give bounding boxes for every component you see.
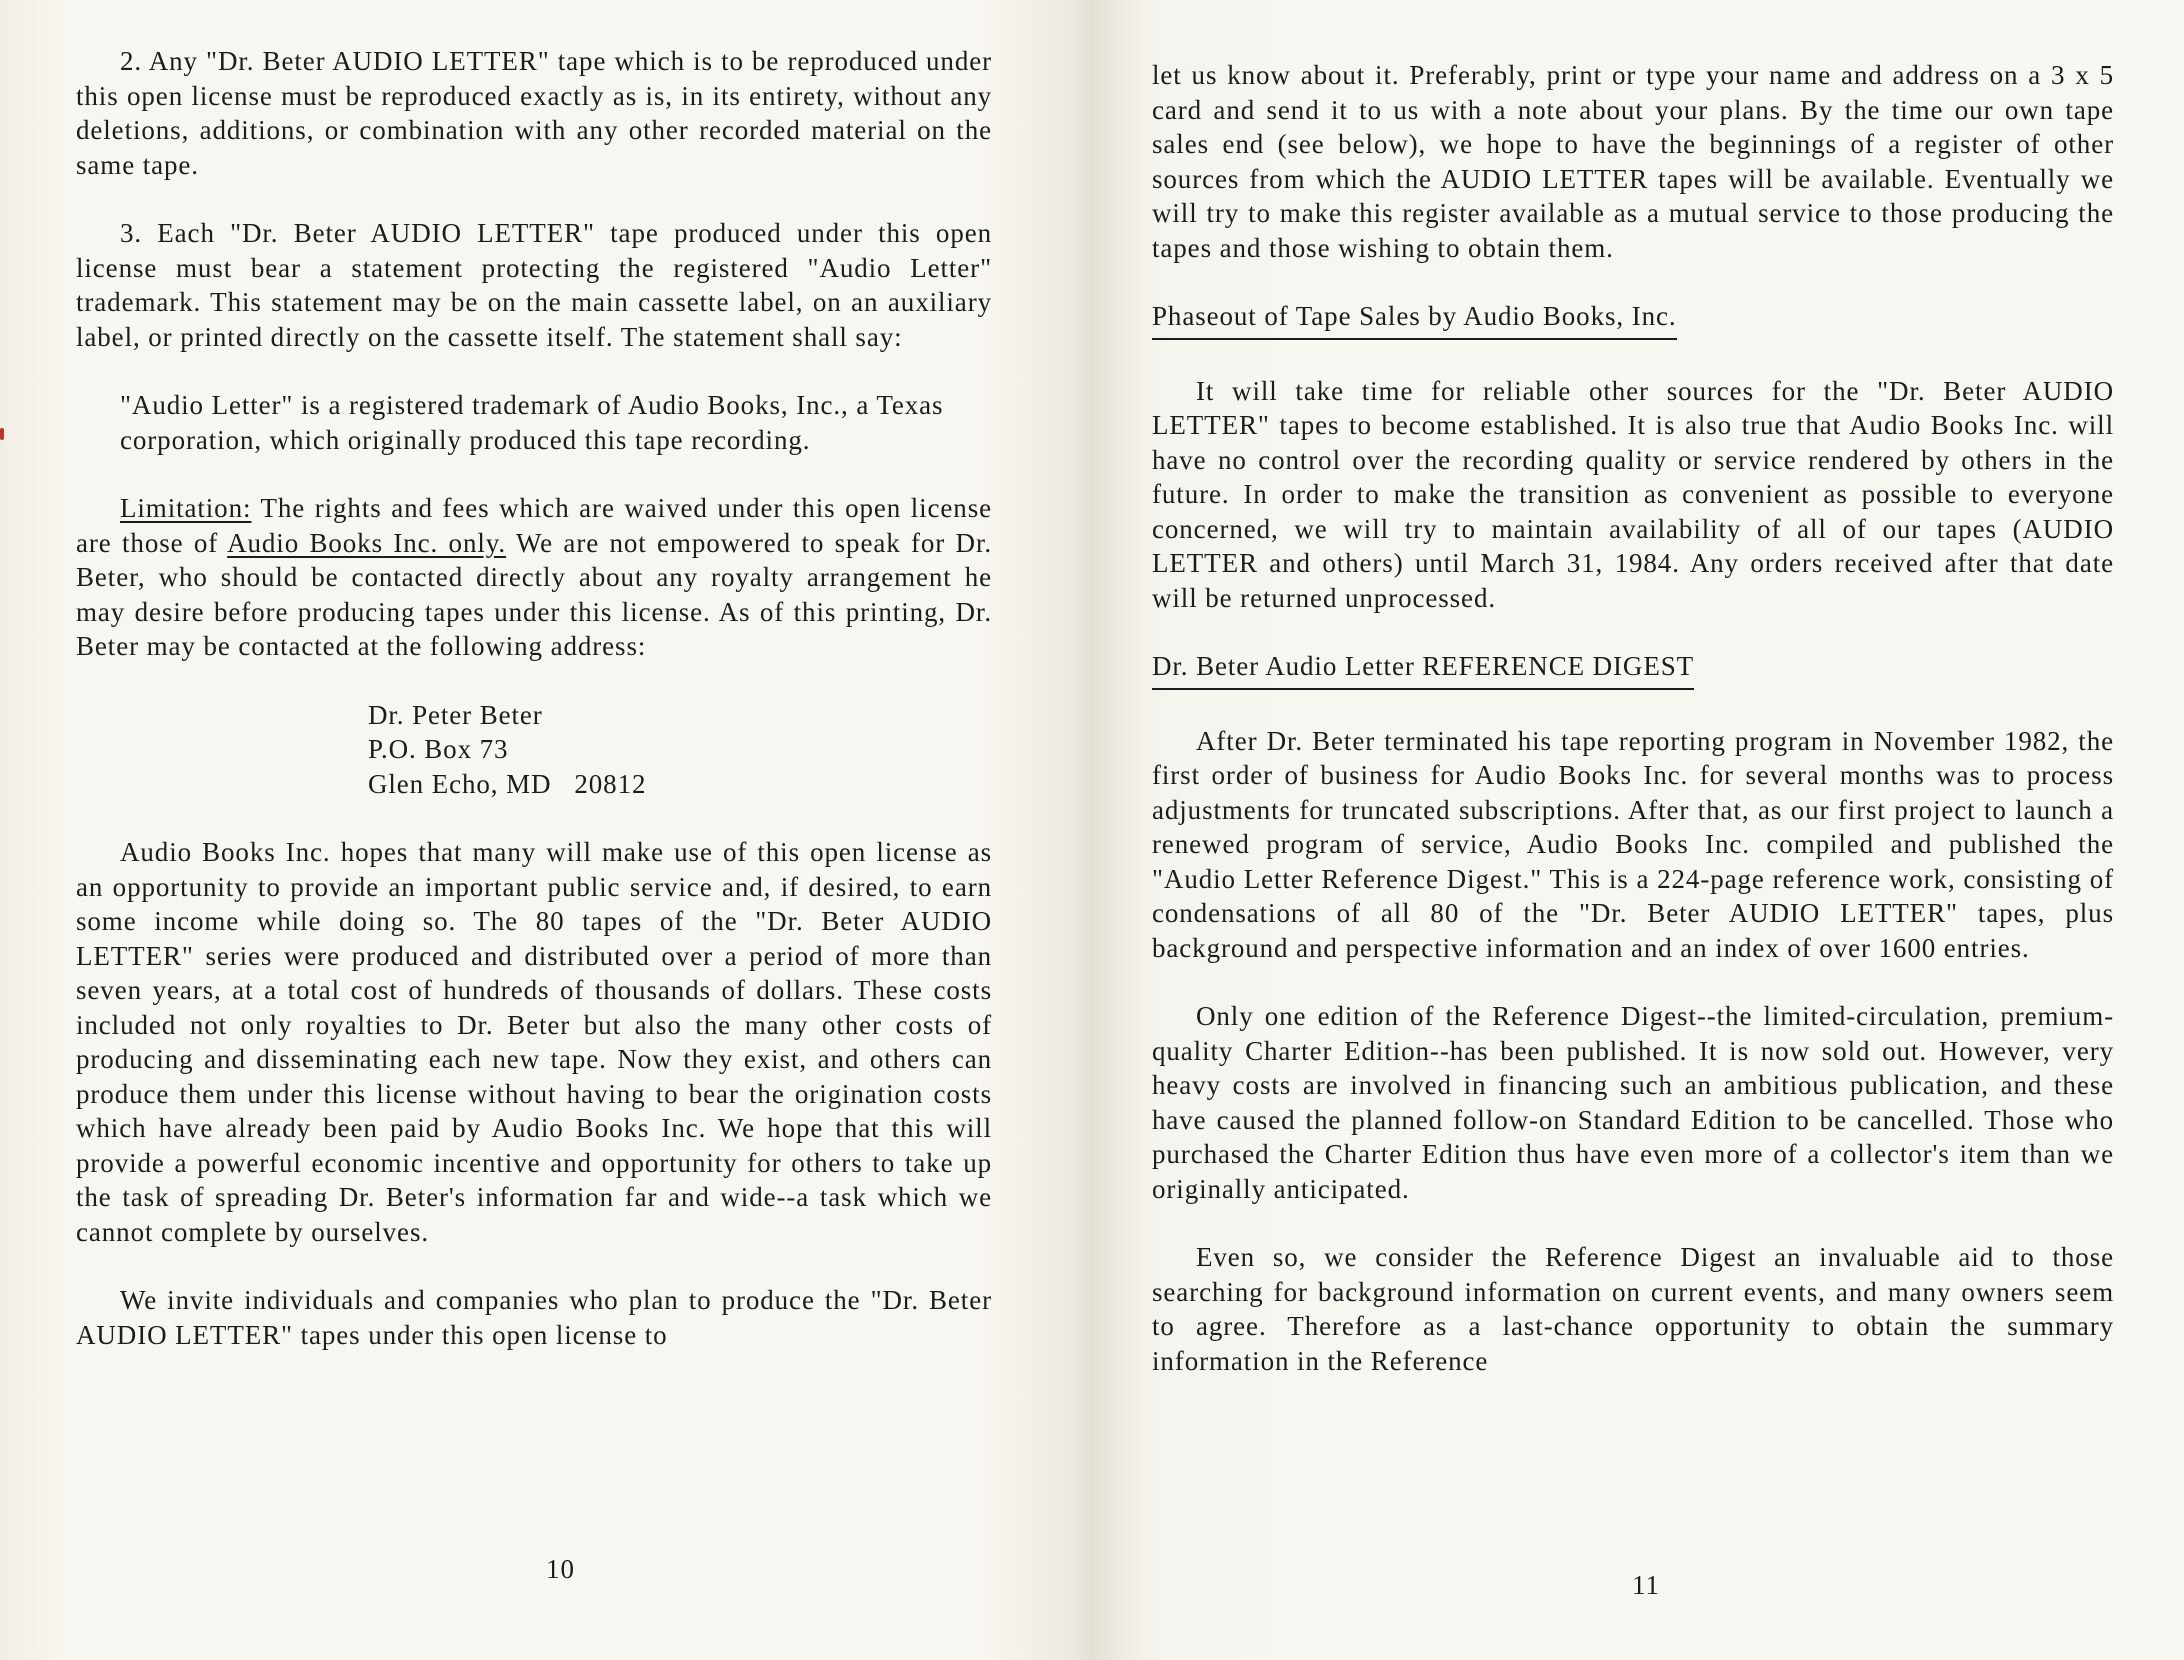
paragraph-item-3: 3. Each "Dr. Beter AUDIO LETTER" tape produced under this open license must bear a statement protecting the registered "Audio Letter" trademark. This statement may be on the main cassette label, on an auxiliary label, or printed directly on the cassette itself. The statement shall say:: [76, 218, 992, 352]
right-page: [1092, 0, 2184, 1660]
limitation-text-b: We are not empowered to speak for Dr. Beter, who should be contacted directly about any royalty arrangement he may desire before producing tapes under this license. As of this printing, Dr. Beter may be contacted at the following address:: [76, 527, 992, 661]
paragraph-limitation: [76, 491, 992, 664]
paragraph-audio-books: Audio Books Inc. hopes that many will make use of this open license as an opportunity to provide an important public service and, if desired, to earn some income while doing so. The 80 tapes of the "Dr. Beter AUDIO LETTER" series were produced and distributed over a period of more than seven years, at a total cost of hundreds of thousands of dollars. These costs included not only royalties to Dr. Beter but also the many other costs of producing and disseminating each new tape. Now they exist, and others can produce them under this license without having to bear the origination costs which have already been paid by Audio Books Inc. We hope that this will provide a powerful economic incentive and opportunity for others to take up the task of spreading Dr. Beter's information far and wide--a task which we cannot complete by ourselves.: [76, 837, 992, 1247]
margin-mark: [0, 428, 4, 440]
address-line-name: Dr. Peter Beter: [368, 699, 543, 730]
limitation-label: Limitation:: [120, 493, 252, 523]
address-line-box: P.O. Box 73: [368, 734, 509, 764]
limitation-underlined: Audio Books Inc. only.: [227, 527, 507, 558]
paragraph-digest-3: Even so, we consider the Reference Digest an invaluable aid to those searching for background information on current events, and many owners seem to agree. Therefore as a last-chance opportunity to obtain the summary information in the Reference: [1152, 1242, 2114, 1376]
limitation-text-a: The rights and fees which are waived under this open license are those of: [76, 493, 992, 558]
paragraph-invite: We invite individuals and companies who plan to produce the "Dr. Beter AUDIO LETTER" tapes under this open license to: [76, 1285, 992, 1350]
heading-phaseout: Phaseout of Tape Sales by Audio Books, Inc.: [1152, 299, 1677, 340]
paragraph-continued: let us know about it. Preferably, print or type your name and address on a 3 x 5 card and send it to us with a note about your plans. By the time our own tape sales end (see below), we hope to have the beginnings of a register of other sources from which the AUDIO LETTER tapes will be available. Eventually we will try to make this register available as a mutual service to those producing the tapes and those wishing to obtain them.: [1152, 60, 2114, 263]
paragraph-digest-2: Only one edition of the Reference Digest--the limited-circulation, premium-quality Charter Edition--has been published. It is now sold out. However, very heavy costs are involved in financing such an ambitious publication, and these have caused the planned follow-on Standard Edition to be cancelled. Those who purchased the Charter Edition thus have even more of a collector's item than we originally anticipated.: [1152, 1001, 2114, 1204]
contact-address: [368, 698, 992, 802]
page-number-right: 11: [1632, 1570, 1660, 1600]
paragraph-phaseout: It will take time for reliable other sources for the "Dr. Beter AUDIO LETTER" tapes to become established. It is also true that Audio Books Inc. will have no control over the recording quality or service rendered by others in the future. In order to make the transition as convenient as possible to everyone concerned, we will try to maintain availability of all of our tapes (AUDIO LETTER and others) until March 31, 1984. Any orders received after that date will be returned unprocessed.: [1152, 375, 2114, 613]
paragraph-digest-1: After Dr. Beter terminated his tape reporting program in November 1982, the first order of business for Audio Books Inc. for several months was to process adjustments for truncated subscriptions. After that, as our first project to launch a renewed program of service, Audio Books Inc. compiled and published the "Audio Letter Reference Digest." This is a 224-page reference work, consisting of condensations of all 80 of the "Dr. Beter AUDIO LETTER" tapes, plus background and perspective information and an index of over 1600 entries.: [1152, 725, 2114, 963]
page-number-left: 10: [546, 1554, 575, 1584]
heading-reference-digest: Dr. Beter Audio Letter REFERENCE DIGEST: [1152, 649, 1694, 690]
paragraph-item-2: 2. Any "Dr. Beter AUDIO LETTER" tape which is to be reproduced under this open license must be reproduced exactly as is, in its entirety, without any deletions, additions, or combination with any other recorded material on the same tape.: [76, 46, 992, 180]
address-line-city: Glen Echo, MD 20812: [368, 768, 647, 799]
trademark-statement: "Audio Letter" is a registered trademark of Audio Books, Inc., a Texas corporation, which originally produced this tape recording.: [120, 390, 944, 455]
